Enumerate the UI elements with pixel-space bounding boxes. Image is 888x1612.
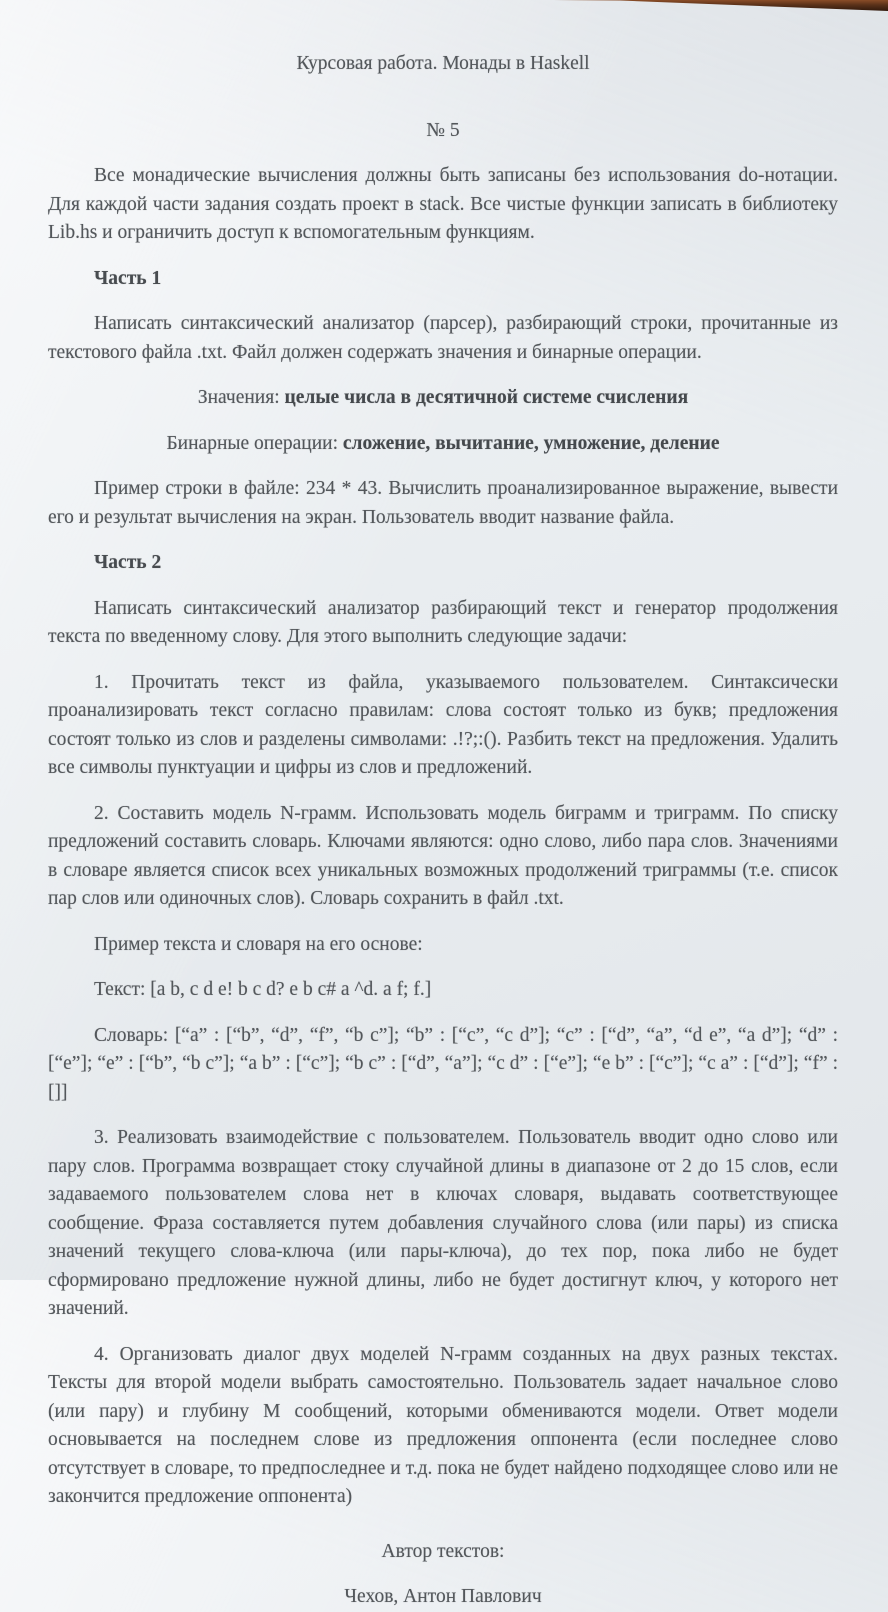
example-intro-paragraph: Пример текста и словаря на его основе: — [94, 933, 423, 955]
values-line — [48, 384, 838, 413]
task3-paragraph: 3. Реализовать взаимодействие с пользователем. Пользователь вводит одно слово или пару слов. Программа возвращает стоку случайной длины в диапазоне от 2 до 15 слов, если задаваемого пользователем слова нет в ключах словаря, выдавать соответствующее сообщение. Фраза составляется путем добавления случайного слова (или пары) из списка значений текущего слова-ключа (или пары-ключа), до тех пор, пока либо не будет сформировано предложение нужной длины, либо не будет достигнут ключ, у которого нет значений. — [48, 1127, 838, 1319]
values-text: целые числа в десятичной системе счисления — [284, 387, 689, 408]
part1-task-paragraph: Написать синтаксический анализатор (парсер), разбирающий строки, прочитанные из текстового файла .txt. Файл должен содержать значения и бинарные операции. — [48, 313, 838, 363]
part2-task-paragraph: Написать синтаксический анализатор разбирающий текст и генератор продолжения текста по введенному слову. Для этого выполнить следующие задачи: — [48, 597, 838, 647]
file-example-paragraph: Пример строки в файле: 234 * 43. Вычислить проанализированное выражение, вывести его и результат вычисления на экран. Пользователь вводит название файла. — [48, 478, 838, 528]
intro-paragraph: Все монадические вычисления должны быть записаны без использования do-нотации. Для каждой части задания создать проект в stack. Все чистые функции записать в библиотеку Lib.hs и ограничить доступ к вспомогательным функциям. — [48, 165, 838, 243]
task4-paragraph: 4. Организовать диалог двух моделей N-грамм созданных на двух разных текстах. Тексты для второй модели выбрать самостоятельно. Пользователь задает начальное слово (или пару) и глубину М сообщений, которыми обмениваются модели. Ответ модели основывается на последнем слове из предложения оппонента (если последнее слово отсутствует в словаре, то предпоследнее и т.д. пока не будет найдено подходящее слово или не закончится предложение оппонента) — [48, 1343, 838, 1507]
document-number: № 5 — [426, 119, 460, 141]
part2-heading: Часть 2 — [94, 552, 162, 573]
values-label: Значения: — [197, 387, 285, 408]
part1-heading: Часть 1 — [94, 267, 162, 289]
document-title: Курсовая работа. Монады в Haskell — [296, 53, 590, 74]
binary-operations-text: сложение, вычитание, умножение, деление — [342, 432, 720, 454]
binary-operations-line — [48, 430, 838, 459]
author-label: Автор текстов: — [381, 1540, 505, 1562]
dictionary-example-paragraph: Словарь: [“a” : [“b”, “d”, “f”, “b c”]; “b” : [“c”, “c d”]; “c” : [“d”, “a”, “d e”, “a d”]; “d” : [“e”]; “e” : [“b”, “b c”]; “a b” : [“c”]; “b c” : [“d”, “a”]; “c d” : [“e”]; “e b” : [“c”]; “c a” : [“d”]; “f” : []] — [48, 1024, 838, 1103]
author-name: Чехов, Антон Павлович — [344, 1586, 542, 1607]
task2-paragraph: 2. Составить модель N-грамм. Использовать модель биграмм и триграмм. По списку предложений составить словарь. Ключами являются: одно слово, либо пара слов. Значениями в словаре является список всех уникальных возможных продолжений триграммы (т.е. список пар слов или одиночных слов). Словарь сохранить в файл .txt. — [48, 802, 838, 909]
task1-paragraph: 1. Прочитать текст из файла, указываемого пользователем. Синтаксически проанализировать текст согласно правилам: слова состоят только из букв; предложения состоят только из слов и разделены символами: .!?;:(). Разбить текст на предложения. Удалить все символы пунктуации и цифры из слов и предложений. — [48, 671, 838, 778]
binary-operations-label: Бинарные операции: — [166, 432, 343, 454]
text-example-paragraph: Текст: [a b, c d e! b c d? e b c# a ^d. a f; f.] — [94, 979, 432, 1000]
